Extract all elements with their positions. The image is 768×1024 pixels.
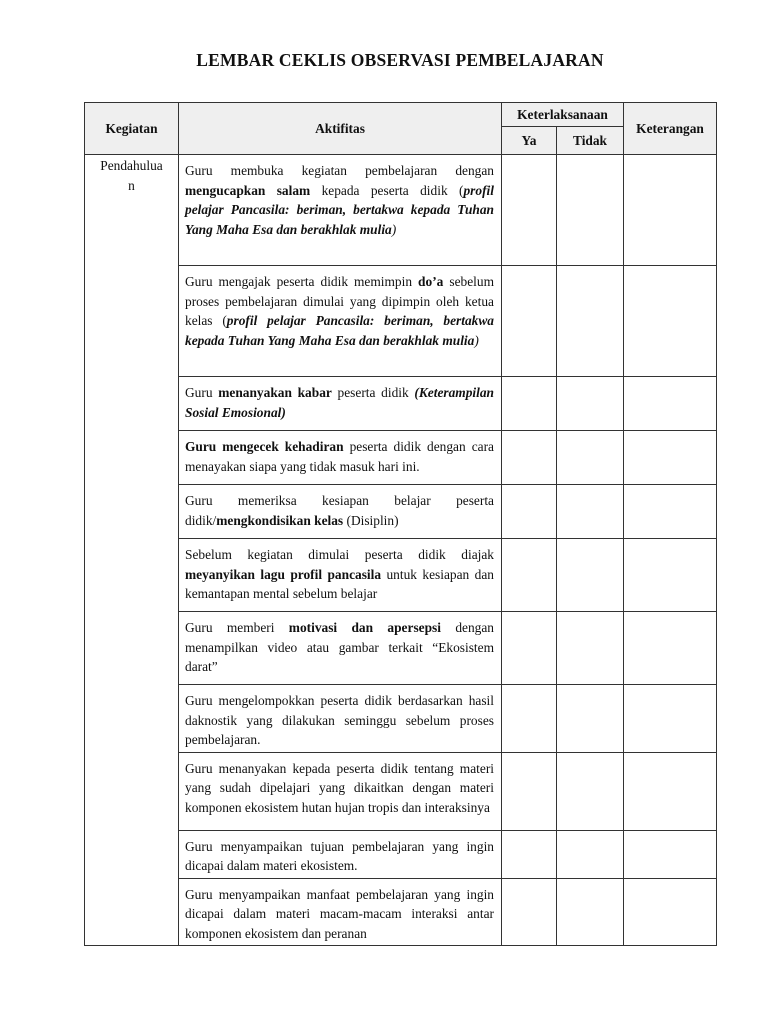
aktifitas-cell <box>179 485 502 539</box>
aktifitas-text-segment: mengkondisikan kelas <box>216 512 344 528</box>
document-title: LEMBAR CEKLIS OBSERVASI PEMBELAJARAN <box>196 50 604 70</box>
aktifitas-text-segment: dengan menampilkan video atau gambar terkait “Ekosistem darat” <box>185 620 494 674</box>
ya-checkbox-cell[interactable] <box>502 155 557 266</box>
aktifitas-text-segment: Guru menanyakan kepada peserta didik tentang materi yang sudah dipelajari yang dikaitkan dengan materi komponen ekosistem hutan hujan tropis dan interaksinya <box>185 760 494 815</box>
header-keterlaksanaan: Keterlaksanaan <box>502 103 624 127</box>
ya-checkbox-cell[interactable] <box>502 377 557 431</box>
tidak-checkbox-cell[interactable] <box>557 431 624 485</box>
aktifitas-text-segment: Guru membuka kegiatan pembelajaran dengan <box>185 163 494 178</box>
tidak-checkbox-cell[interactable] <box>557 685 624 753</box>
kegiatan-pendahuluan-cell <box>85 155 179 946</box>
aktifitas-text-segment: ) <box>391 221 397 237</box>
aktifitas-text-segment: Guru mengajak peserta didik memimpin <box>185 274 419 289</box>
tidak-checkbox-cell[interactable] <box>557 612 624 685</box>
ya-checkbox-cell[interactable] <box>502 685 557 753</box>
aktifitas-text-segment: peserta didik <box>331 385 415 400</box>
tidak-checkbox-cell[interactable] <box>557 155 624 266</box>
header-aktifitas: Aktifitas <box>179 103 502 155</box>
keterangan-cell[interactable] <box>624 685 717 753</box>
table-row <box>85 830 717 878</box>
aktifitas-text-segment: Guru menyampaikan manfaat pembelajaran yang ingin dicapai dalam materi macam-macam interaksi antar komponen ekosistem dan peranan <box>185 886 494 941</box>
kegiatan-label-line2: n <box>128 177 135 193</box>
ya-checkbox-cell[interactable] <box>502 752 557 830</box>
header-ya: Ya <box>502 127 557 155</box>
table-row <box>85 377 717 431</box>
tidak-checkbox-cell[interactable] <box>557 266 624 377</box>
aktifitas-text-segment: Guru memeriksa kesiapan belajar peserta didik/ <box>185 493 494 528</box>
tidak-checkbox-cell[interactable] <box>557 752 624 830</box>
ya-checkbox-cell[interactable] <box>502 539 557 612</box>
ya-checkbox-cell[interactable] <box>502 612 557 685</box>
aktifitas-text-segment: do’a <box>418 274 444 289</box>
aktifitas-cell <box>179 377 502 431</box>
keterangan-cell[interactable] <box>624 377 717 431</box>
aktifitas-text-segment: Guru mengelompokkan peserta didik berdasarkan hasil daknostik yang dilakukan seminggu sebelum proses pembelajaran. <box>185 693 494 747</box>
table-body <box>85 155 717 946</box>
table-row <box>85 685 717 753</box>
table-row <box>85 612 717 685</box>
aktifitas-text-segment: sebelum proses pembelajaran dimulai yang dipimpin oleh ketua kelas ( <box>185 274 494 328</box>
aktifitas-text-segment: Guru menyampaikan tujuan pembelajaran yang ingin dicapai dalam materi ekosistem. <box>185 838 494 873</box>
header-kegiatan: Kegiatan <box>85 103 179 155</box>
table-row <box>85 752 717 830</box>
aktifitas-text-segment: peserta didik dengan cara menayakan siapa yang tidak masuk hari ini. <box>185 439 494 474</box>
table-row <box>85 878 717 946</box>
aktifitas-text-segment: meyanyikan lagu profil pancasila <box>185 566 382 582</box>
keterangan-cell[interactable] <box>624 155 717 266</box>
aktifitas-cell <box>179 830 502 878</box>
header-keterangan: Keterangan <box>624 103 717 155</box>
keterangan-cell[interactable] <box>624 878 717 946</box>
aktifitas-text-segment: profil pelajar Pancasila: beriman, bertakwa kepada Tuhan Yang Maha Esa dan berakhlak mulia <box>185 313 494 348</box>
aktifitas-cell <box>179 878 502 946</box>
aktifitas-cell <box>179 685 502 753</box>
aktifitas-text-segment: (Disiplin) <box>343 512 399 528</box>
aktifitas-text-segment: untuk kesiapan dan kemantapan mental sebelum belajar <box>185 566 494 601</box>
aktifitas-cell <box>179 612 502 685</box>
tidak-checkbox-cell[interactable] <box>557 377 624 431</box>
aktifitas-text-segment: kepada peserta didik ( <box>310 182 464 198</box>
table-row <box>85 539 717 612</box>
table-row <box>85 485 717 539</box>
aktifitas-text-segment: motivasi dan apersepsi <box>288 620 441 635</box>
aktifitas-text-segment: Guru <box>185 385 219 400</box>
ya-checkbox-cell[interactable] <box>502 266 557 377</box>
keterangan-cell[interactable] <box>624 752 717 830</box>
aktifitas-text-segment: Guru mengecek kehadiran <box>185 439 344 454</box>
keterangan-cell[interactable] <box>624 266 717 377</box>
tidak-checkbox-cell[interactable] <box>557 830 624 878</box>
table-row <box>85 266 717 377</box>
aktifitas-text-segment: ) <box>474 332 479 348</box>
ya-checkbox-cell[interactable] <box>502 431 557 485</box>
tidak-checkbox-cell[interactable] <box>557 878 624 946</box>
table-row <box>85 155 717 266</box>
keterangan-cell[interactable] <box>624 485 717 539</box>
header-tidak: Tidak <box>557 127 624 155</box>
tidak-checkbox-cell[interactable] <box>557 539 624 612</box>
ya-checkbox-cell[interactable] <box>502 485 557 539</box>
kegiatan-label-line1: Pendahulua <box>100 158 163 173</box>
keterangan-cell[interactable] <box>624 612 717 685</box>
aktifitas-text-segment: Guru memberi <box>185 620 289 635</box>
keterangan-cell[interactable] <box>624 431 717 485</box>
table-row <box>85 431 717 485</box>
aktifitas-cell <box>179 155 502 266</box>
ya-checkbox-cell[interactable] <box>502 878 557 946</box>
aktifitas-text-segment: menanyakan kabar <box>218 385 332 400</box>
aktifitas-cell <box>179 752 502 830</box>
keterangan-cell[interactable] <box>624 830 717 878</box>
aktifitas-cell <box>179 539 502 612</box>
observation-checklist-table <box>84 102 717 946</box>
aktifitas-cell <box>179 431 502 485</box>
aktifitas-text-segment: profil pelajar Pancasila: beriman, bertakwa kepada Tuhan Yang Maha Esa dan berakhlak mulia <box>185 182 494 237</box>
tidak-checkbox-cell[interactable] <box>557 485 624 539</box>
aktifitas-cell <box>179 266 502 377</box>
aktifitas-text-segment: mengucapkan salam <box>185 182 311 198</box>
keterangan-cell[interactable] <box>624 539 717 612</box>
aktifitas-text-segment: (Keterampilan Sosial Emosional) <box>185 385 494 420</box>
ya-checkbox-cell[interactable] <box>502 830 557 878</box>
aktifitas-text-segment: Sebelum kegiatan dimulai peserta didik diajak <box>185 547 494 562</box>
